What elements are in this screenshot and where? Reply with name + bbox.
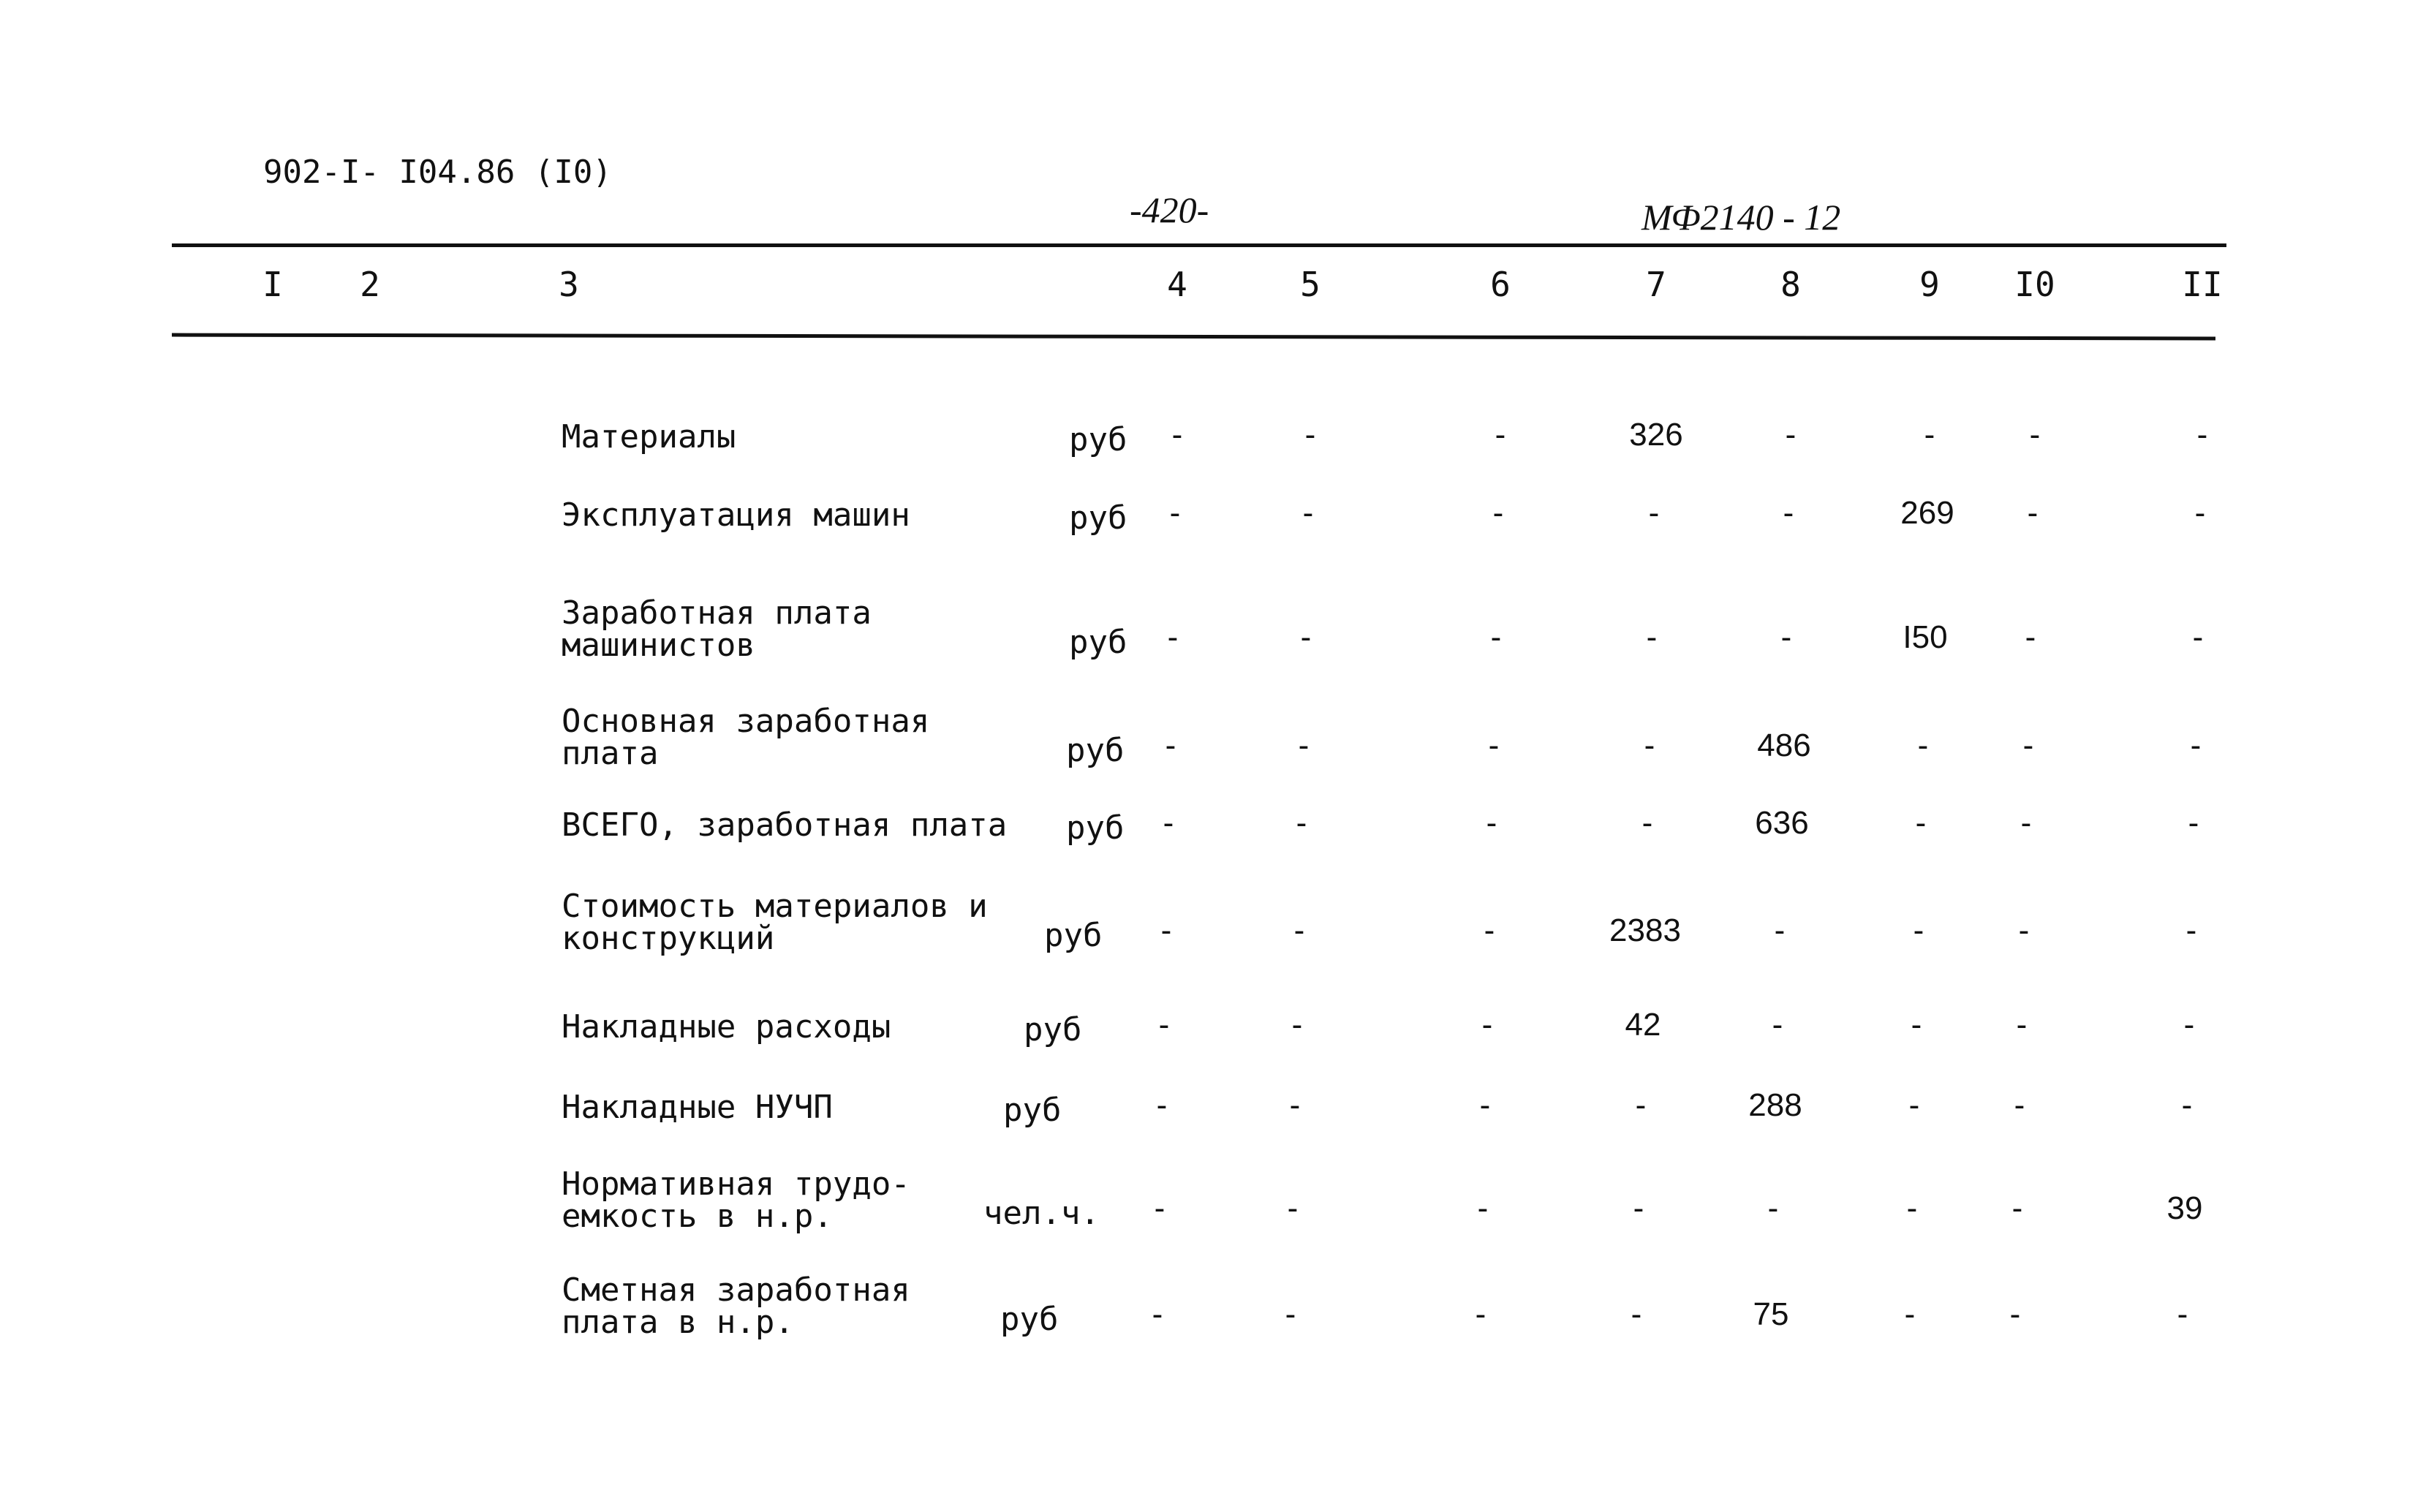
sheet-code: МФ2140 - 12	[1641, 197, 1841, 238]
row-value: -	[1646, 619, 1658, 655]
row-label: Заработная плата машинистов	[562, 594, 872, 664]
row-value: -	[1917, 727, 1929, 763]
row-value: -	[1785, 417, 1797, 453]
row-value: -	[2009, 1296, 2021, 1332]
header-rule	[172, 333, 2215, 341]
row-value: -	[1160, 912, 1172, 948]
row-value: -	[1291, 1007, 1303, 1043]
row-label: Нормативная трудо- емкость в н.р.	[562, 1165, 910, 1235]
row-label: Накладные НУЧП	[562, 1089, 833, 1126]
row-value: -	[1486, 805, 1497, 841]
page-number: -420-	[1130, 189, 1209, 230]
row-value: 326	[1629, 417, 1683, 453]
column-header: 3	[559, 265, 579, 304]
row-unit: руб	[1003, 1092, 1062, 1129]
row-value: -	[1154, 1190, 1165, 1226]
row-value: -	[1481, 1007, 1493, 1043]
row-unit: руб	[1069, 421, 1127, 458]
column-header: II	[2182, 265, 2223, 304]
row-value: -	[1644, 727, 1655, 763]
row-value: -	[2188, 805, 2199, 841]
row-value: -	[1648, 495, 1660, 531]
row-value: -	[2029, 417, 2041, 453]
row-value: -	[1633, 1190, 1644, 1226]
row-value: -	[1635, 1087, 1647, 1123]
row-value: -	[2194, 495, 2206, 531]
row-value: -	[1641, 805, 1653, 841]
row-value: -	[1911, 1007, 1922, 1043]
row-value: 39	[2166, 1190, 2203, 1226]
document-code: 902-I- I04.86 (I0)	[263, 154, 612, 191]
row-value: -	[2190, 727, 2202, 763]
row-value: -	[1152, 1296, 1163, 1332]
row-value: -	[1924, 417, 1935, 453]
row-value: -	[1908, 1087, 1920, 1123]
column-header: 8	[1780, 265, 1801, 304]
row-value: 486	[1757, 727, 1811, 763]
row-value: -	[1171, 417, 1183, 453]
row-value: -	[2022, 727, 2034, 763]
row-value: -	[1484, 912, 1495, 948]
row-value: -	[1774, 912, 1786, 948]
column-header: 5	[1300, 265, 1321, 304]
row-value: -	[2025, 619, 2036, 655]
row-value: -	[2196, 417, 2208, 453]
row-value: -	[1296, 805, 1307, 841]
column-header: 7	[1646, 265, 1666, 304]
row-value: -	[2016, 1007, 2028, 1043]
row-label: Материалы	[562, 418, 736, 456]
row-value: -	[1495, 417, 1506, 453]
row-value: -	[1906, 1190, 1918, 1226]
row-value: -	[2177, 1296, 2188, 1332]
row-value: -	[1289, 1087, 1301, 1123]
row-label: Стоимость материалов и конструкций	[562, 888, 988, 957]
column-header: 6	[1490, 265, 1511, 304]
row-value: 42	[1625, 1007, 1661, 1043]
row-unit: руб	[1024, 1011, 1082, 1048]
row-value: -	[1298, 727, 1310, 763]
row-value: -	[1477, 1190, 1489, 1226]
row-unit: руб	[1000, 1301, 1059, 1338]
row-unit: руб	[1069, 624, 1127, 661]
row-value: -	[2014, 1087, 2025, 1123]
row-value: -	[1479, 1087, 1491, 1123]
row-value: -	[1169, 495, 1181, 531]
row-value: I50	[1903, 619, 1948, 655]
row-unit: руб	[1044, 917, 1103, 954]
row-value: 269	[1900, 495, 1954, 531]
row-value: -	[2185, 912, 2197, 948]
row-value: -	[1475, 1296, 1486, 1332]
row-value: -	[1304, 417, 1316, 453]
row-value: -	[2181, 1087, 2193, 1123]
row-value: -	[1904, 1296, 1916, 1332]
row-label: Эксплуатация машин	[562, 496, 910, 534]
row-label: ВСЕГО, заработная плата	[562, 806, 1008, 844]
row-value: -	[1913, 912, 1924, 948]
row-value: -	[1300, 619, 1312, 655]
column-header: 9	[1919, 265, 1940, 304]
row-unit: руб	[1066, 732, 1125, 769]
row-value: -	[2027, 495, 2039, 531]
row-value: 2383	[1609, 912, 1681, 948]
row-value: -	[1158, 1007, 1170, 1043]
row-value: -	[1285, 1296, 1296, 1332]
row-label: Накладные расходы	[562, 1008, 891, 1046]
row-value: -	[1780, 619, 1792, 655]
row-unit: чел.ч.	[983, 1195, 1100, 1232]
column-header: I	[262, 265, 283, 304]
column-header: 4	[1167, 265, 1187, 304]
row-value: 636	[1755, 805, 1809, 841]
row-value: -	[1767, 1190, 1779, 1226]
row-value: -	[1165, 727, 1176, 763]
row-value: -	[2192, 619, 2204, 655]
row-value: -	[1772, 1007, 1783, 1043]
row-value: -	[1163, 805, 1174, 841]
row-value: -	[1156, 1087, 1168, 1123]
row-unit: руб	[1066, 809, 1125, 847]
row-value: -	[2183, 1007, 2195, 1043]
row-value: -	[1915, 805, 1927, 841]
row-value: -	[2018, 912, 2030, 948]
row-value: -	[1287, 1190, 1299, 1226]
row-value: -	[2011, 1190, 2023, 1226]
row-value: -	[1492, 495, 1504, 531]
row-value: -	[1167, 619, 1179, 655]
row-value: 288	[1748, 1087, 1802, 1123]
row-unit: руб	[1069, 499, 1127, 537]
row-value: -	[1631, 1296, 1642, 1332]
row-value: -	[1293, 912, 1305, 948]
row-value: -	[1783, 495, 1794, 531]
row-value: -	[2020, 805, 2032, 841]
column-header: I0	[2014, 265, 2055, 304]
row-value: -	[1490, 619, 1502, 655]
row-value: 75	[1753, 1296, 1789, 1332]
row-value: -	[1302, 495, 1314, 531]
top-rule	[172, 243, 2226, 247]
row-value: -	[1488, 727, 1500, 763]
row-label: Сметная заработная плата в н.р.	[562, 1271, 910, 1341]
row-label: Основная заработная плата	[562, 703, 930, 772]
column-header: 2	[360, 265, 380, 304]
